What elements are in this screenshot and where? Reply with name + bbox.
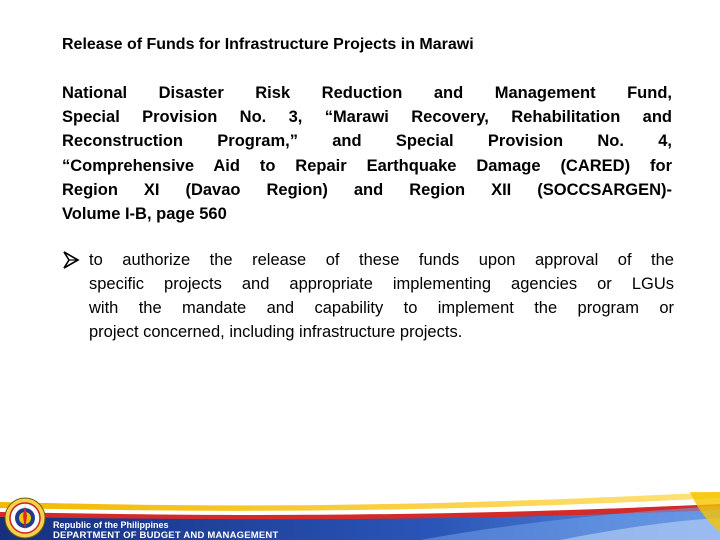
bullet-line: to authorize the release of these funds upon approval of the <box>89 251 674 269</box>
reference-line: Volume I-B, page 560 <box>62 205 227 224</box>
slide-title: Release of Funds for Infrastructure Projects in Marawi <box>62 36 474 53</box>
reference-line: Special Provision No. 3, “Marawi Recovery, Rehabilitation and <box>62 108 672 127</box>
bullet-line: specific projects and appropriate implementing agencies or LGUs <box>89 275 674 293</box>
bullet-line: with the mandate and capability to implement the program or <box>89 299 674 317</box>
reference-line: Reconstruction Program,” and Special Provision No. 4, <box>62 132 672 151</box>
department-line: DEPARTMENT OF BUDGET AND MANAGEMENT <box>53 530 279 540</box>
footer-banner <box>0 492 720 540</box>
agency-name <box>53 520 279 540</box>
country-line: Republic of the Philippines <box>53 520 169 530</box>
arrow-bullet-icon <box>62 250 80 270</box>
bullet-text <box>89 248 674 344</box>
reference-line: Region XI (Davao Region) and Region XII (SOCCSARGEN)- <box>62 180 672 199</box>
dbm-seal-logo <box>2 496 48 540</box>
bullet-line: project concerned, including infrastructure projects. <box>89 323 463 341</box>
reference-line: National Disaster Risk Reduction and Management Fund, <box>62 84 672 102</box>
legal-reference <box>62 81 672 226</box>
reference-line: “Comprehensive Aid to Repair Earthquake Damage (CARED) for <box>62 156 672 175</box>
